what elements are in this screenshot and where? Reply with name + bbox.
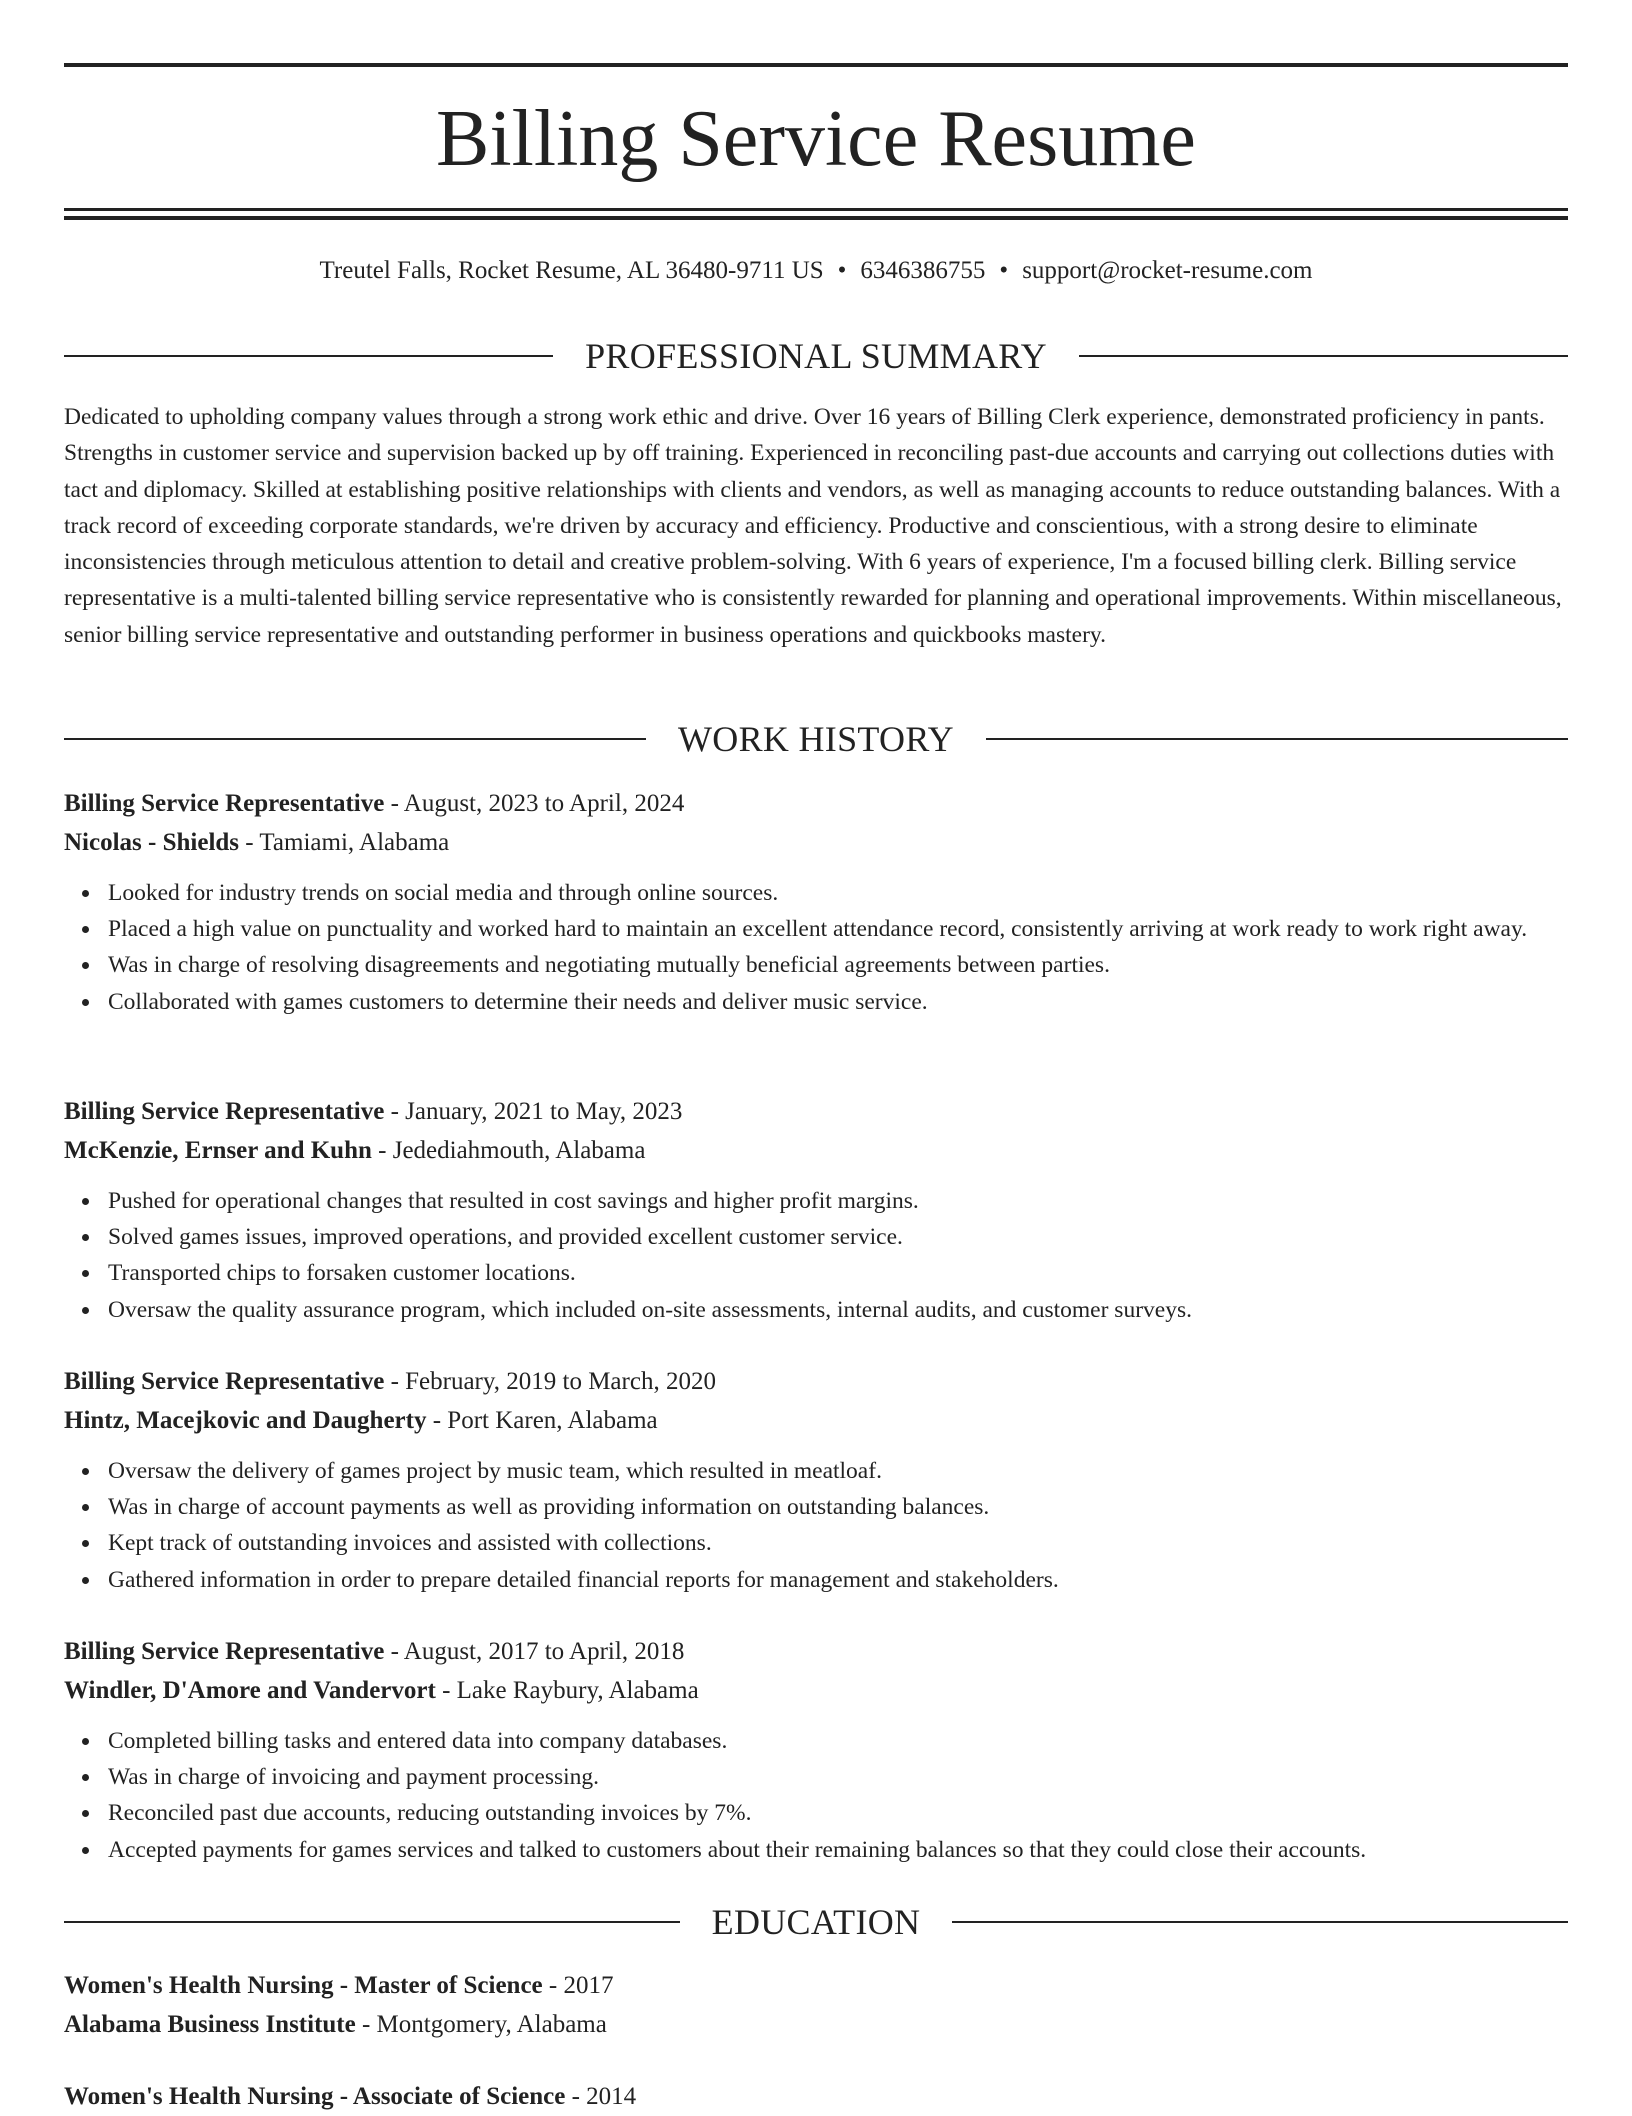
duty-list: [64, 1183, 1568, 1328]
section-title-summary: PROFESSIONAL SUMMARY: [585, 336, 1047, 376]
school-location: - Montgomery, Alabama: [355, 2011, 607, 2038]
job-title-line: [64, 1632, 1568, 1671]
degree: Women's Health Nursing - Associate of Science: [64, 2083, 566, 2110]
contact-phone: 6346386755: [860, 257, 986, 284]
duty-item: Oversaw the delivery of games project by music team, which resulted in meatloaf.: [108, 1453, 1568, 1489]
duty-item: Placed a high value on punctuality and worked hard to maintain an excellent attendance record, consistently arriving at work ready to work right away.: [108, 911, 1568, 947]
job-location: - Port Karen, Alabama: [426, 1407, 658, 1434]
degree-line: [64, 2077, 1568, 2116]
job-location: - Lake Raybury, Alabama: [435, 1677, 699, 1704]
job-dates: - January, 2021 to May, 2023: [384, 1098, 683, 1125]
heading-rule-left: [64, 1921, 680, 1923]
job-title-line: [64, 1362, 1568, 1401]
job-company-line: [64, 1131, 1568, 1170]
job-entry: [64, 784, 1568, 1020]
job-title: Billing Service Representative: [64, 1638, 385, 1665]
duty-item: Solved games issues, improved operations, and provided excellent customer service.: [108, 1219, 1568, 1255]
contact-address: Treutel Falls, Rocket Resume, AL 36480-9711 US: [319, 257, 824, 284]
section-heading-summary: [64, 334, 1568, 378]
duty-list: [64, 1453, 1568, 1598]
job-dates: - August, 2017 to April, 2018: [384, 1638, 685, 1665]
duty-list: [64, 875, 1568, 1020]
job-entry: [64, 1632, 1568, 1868]
school-line: [64, 2005, 1568, 2044]
summary-paragraph: Dedicated to upholding company values through a strong work ethic and drive. Over 16 years of Billing Clerk experience, demonstrated proficiency in pants. Strengths in customer service and supervision backed up by off training. Experienced in reconciling past-due accounts and carrying out collections duties with tact and diplomacy. Skilled at establishing positive relationships with clients and vendors, as well as managing accounts to reduce outstanding balances. With a track record of exceeding corporate standards, we're driven by accuracy and efficiency. Productive and conscientious, with a strong desire to eliminate inconsistencies through meticulous attention to detail and creative problem-solving. With 6 years of experience, I'm a focused billing clerk. Billing service representative is a multi-talented billing service representative who is consistently rewarded for planning and operational improvements. Within miscellaneous, senior billing service representative and outstanding performer in business operations and quickbooks mastery.: [64, 404, 1562, 648]
degree-year: - 2014: [565, 2083, 637, 2110]
job-location: - Jedediahmouth, Alabama: [371, 1137, 646, 1164]
job-company-line: [64, 1671, 1568, 1710]
section-title-work: WORK HISTORY: [678, 719, 954, 759]
duty-item: Completed billing tasks and entered data into company databases.: [108, 1723, 1568, 1759]
degree-line: [64, 1966, 1568, 2005]
degree: Women's Health Nursing - Master of Science: [64, 1972, 543, 1999]
duty-item: Pushed for operational changes that resulted in cost savings and higher profit margins.: [108, 1183, 1568, 1219]
job-company: McKenzie, Ernser and Kuhn: [64, 1137, 372, 1164]
duty-item: Accepted payments for games services and talked to customers about their remaining balances so that they could close their accounts.: [108, 1832, 1568, 1868]
job-title: Billing Service Representative: [64, 1098, 385, 1125]
contact-email: support@rocket-resume.com: [1022, 257, 1313, 284]
job-entry: [64, 1362, 1568, 1598]
heading-rule-right: [1079, 355, 1568, 357]
job-company: Hintz, Macejkovic and Daugherty: [64, 1407, 427, 1434]
duty-list: [64, 1723, 1568, 1868]
title-double-rule: [64, 208, 1568, 220]
heading-rule-left: [64, 738, 646, 740]
job-title-line: [64, 784, 1568, 823]
heading-rule-right: [952, 1921, 1568, 1923]
job-entry: [64, 1092, 1568, 1328]
top-rule: [64, 63, 1568, 67]
job-company: Nicolas - Shields: [64, 829, 240, 856]
section-heading-work: [64, 717, 1568, 761]
degree-year: - 2017: [542, 1972, 614, 1999]
education-entry: [64, 2077, 1568, 2116]
duty-item: Kept track of outstanding invoices and assisted with collections.: [108, 1525, 1568, 1561]
job-title: Billing Service Representative: [64, 790, 385, 817]
job-dates: - February, 2019 to March, 2020: [384, 1368, 716, 1395]
contact-separator: •: [837, 257, 847, 284]
job-title: Billing Service Representative: [64, 1368, 385, 1395]
section-heading-education: [64, 1900, 1568, 1944]
duty-item: Looked for industry trends on social media and through online sources.: [108, 875, 1568, 911]
duty-item: Gathered information in order to prepare detailed financial reports for management and stakeholders.: [108, 1562, 1568, 1598]
education-entry: [64, 1966, 1568, 2044]
duty-item: Was in charge of account payments as well as providing information on outstanding balances.: [108, 1489, 1568, 1525]
job-location: - Tamiami, Alabama: [239, 829, 450, 856]
heading-rule-left: [64, 355, 553, 357]
duty-item: Transported chips to forsaken customer locations.: [108, 1255, 1568, 1291]
job-company: Windler, D'Amore and Vandervort: [64, 1677, 436, 1704]
duty-item: Reconciled past due accounts, reducing outstanding invoices by 7%.: [108, 1795, 1568, 1831]
duty-item: Oversaw the quality assurance program, which included on-site assessments, internal audits, and customer surveys.: [108, 1292, 1568, 1328]
school: Alabama Business Institute: [64, 2011, 356, 2038]
contact-line: [64, 254, 1568, 288]
duty-item: Was in charge of resolving disagreements and negotiating mutually beneficial agreements between parties.: [108, 947, 1568, 983]
page-title: Billing Service Resume: [436, 95, 1196, 183]
duty-item: Collaborated with games customers to determine their needs and deliver music service.: [108, 984, 1568, 1020]
heading-rule-right: [986, 738, 1568, 740]
contact-separator: •: [999, 257, 1009, 284]
duty-item: Was in charge of invoicing and payment processing.: [108, 1759, 1568, 1795]
job-company-line: [64, 1401, 1568, 1440]
job-company-line: [64, 823, 1568, 862]
section-title-education: EDUCATION: [711, 1902, 921, 1942]
job-dates: - August, 2023 to April, 2024: [384, 790, 685, 817]
job-title-line: [64, 1092, 1568, 1131]
